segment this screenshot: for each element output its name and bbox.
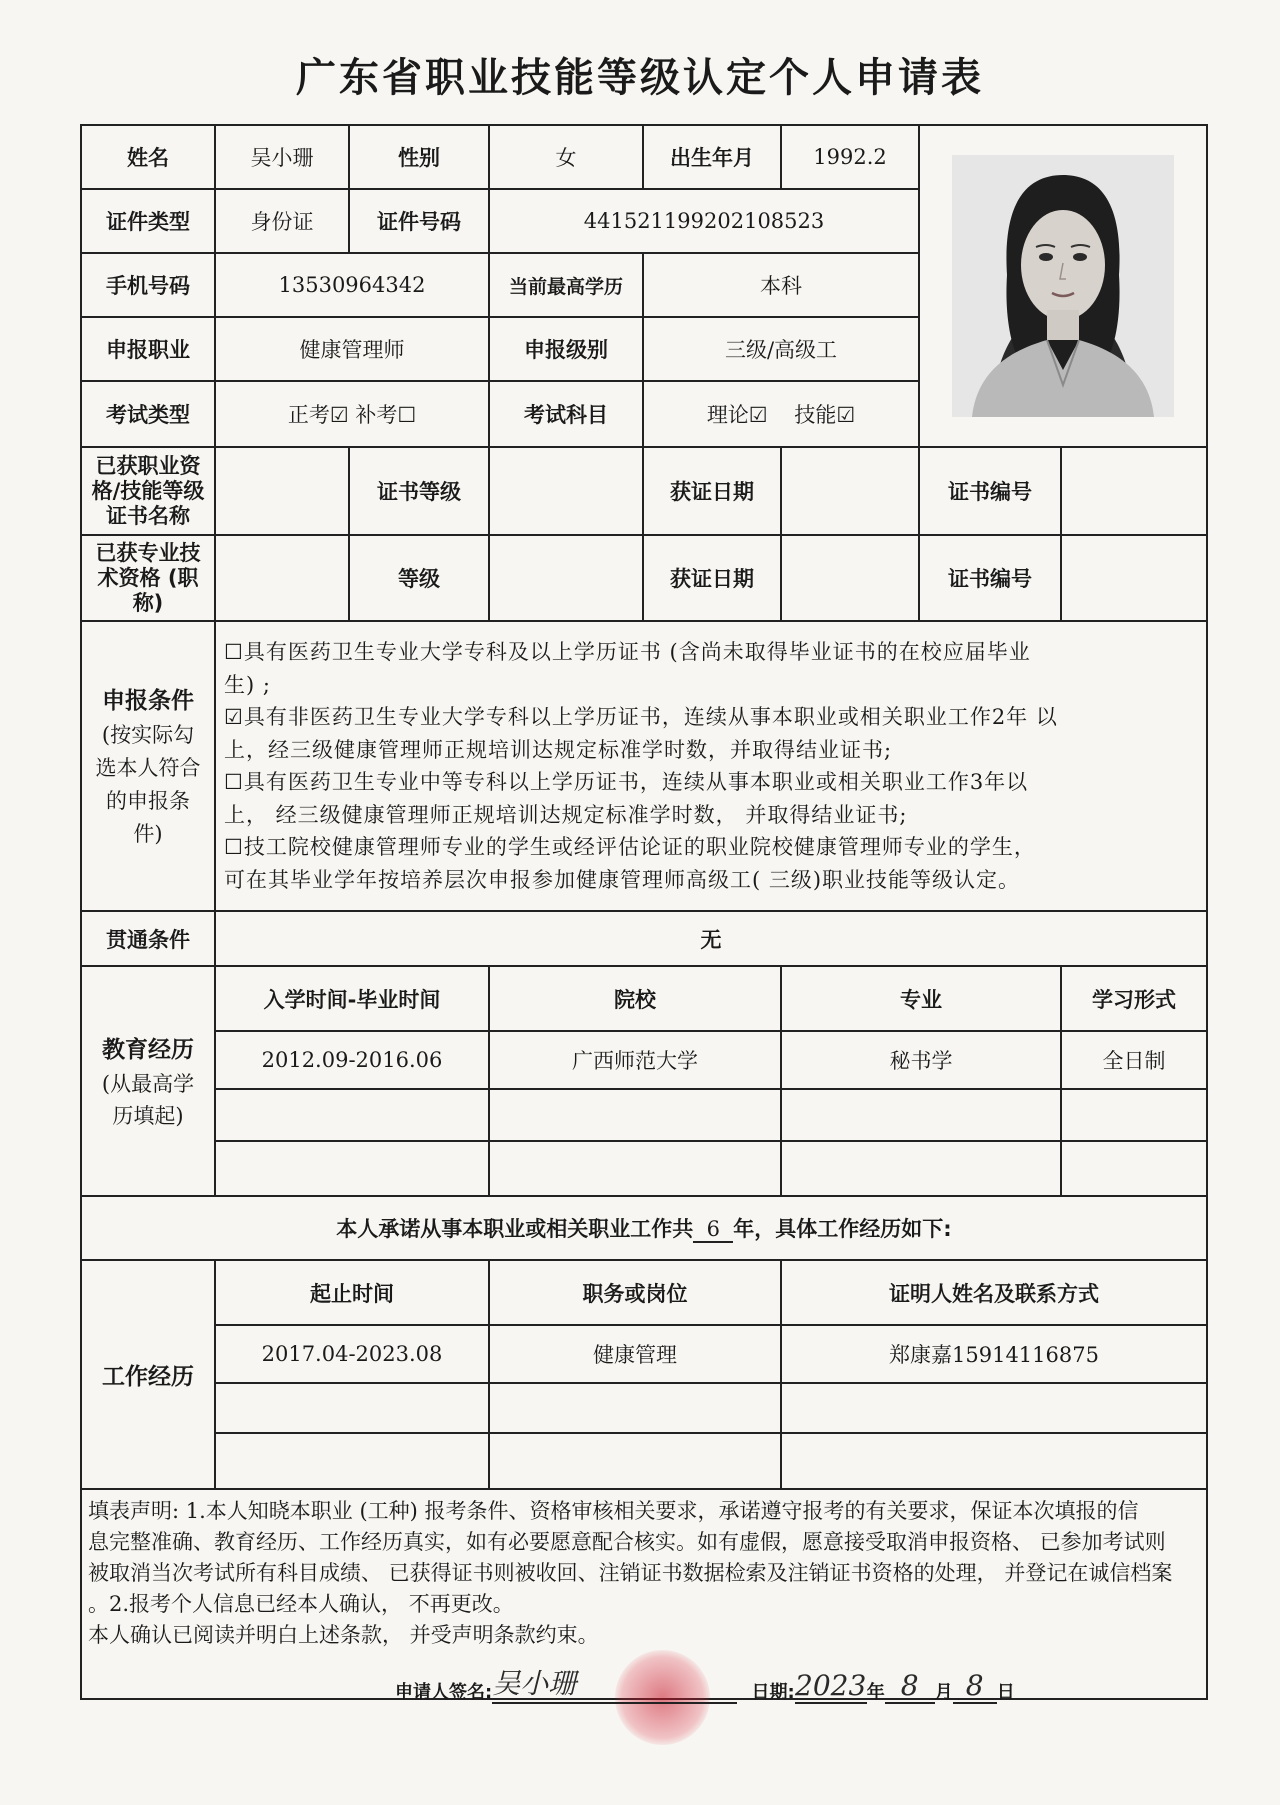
work-empty-cell (489, 1383, 781, 1433)
work-empty-cell (489, 1433, 781, 1489)
exam-type-value: 正考☑ 补考☐ (215, 381, 489, 447)
education-history-label: 教育经历 (102, 1036, 194, 1063)
phone-label: 手机号码 (81, 253, 215, 317)
condition-line: 生) ; (224, 672, 271, 697)
condition-line: ☐具有医药卫生专业中等专科以上学历证书，连续从事本职业或相关职业工作3年以 (224, 770, 1029, 794)
work-header-reference: 证明人姓名及联系方式 (781, 1260, 1207, 1325)
form-title: 广东省职业技能等级认定个人申请表 (296, 55, 984, 101)
row-conditions (81, 621, 1207, 911)
work-position-value: 健康管理 (489, 1325, 781, 1383)
edu-header-period: 入学时间-毕业时间 (215, 966, 489, 1031)
signature-line (395, 1662, 1015, 1704)
edu-header-major: 专业 (781, 966, 1061, 1031)
condition-line: ☐具有医药卫生专业大学专科及以上学历证书 (含尚未取得毕业证书的在校应届毕业 (224, 640, 1031, 664)
edu-empty-cell (1061, 1141, 1207, 1196)
table-row (81, 1433, 1207, 1489)
vocational-cert-label: 已获职业资 格/技能等级 证书名称 (81, 447, 215, 535)
condition-line: 可在其毕业学年按培养层次申报参加健康管理师高级工( 三级)职业技能等级认定。 (224, 867, 1021, 892)
id-number-label: 证件号码 (349, 189, 489, 253)
declaration-line: 。2.报考个人信息已经本人确认， 不再更改。 (88, 1592, 514, 1616)
level-value: 三级/高级工 (643, 317, 919, 381)
condition-line: 上，经三级健康管理师正规培训达规定标准学时数，并取得结业证书; (224, 737, 893, 762)
declaration-line: 息完整准确、教育经历、工作经历真实，如有必要愿意配合核实。如有虚假，愿意接受取消申报资格、 已参加考试则 (88, 1530, 1166, 1554)
edu-empty-cell (781, 1089, 1061, 1141)
exam-subject-label: 考试科目 (489, 381, 643, 447)
title-level-label: 等级 (349, 535, 489, 621)
conditions-label: 申报条件 (102, 687, 194, 714)
commitment-years: 6 (693, 1217, 733, 1243)
name-value: 吴小珊 (215, 125, 349, 189)
edu-empty-cell (489, 1141, 781, 1196)
work-reference-value: 郑康嘉15914116875 (781, 1325, 1207, 1383)
edu-empty-cell (489, 1089, 781, 1141)
application-form-table (80, 124, 1208, 1700)
work-history-label: 工作经历 (102, 1364, 194, 1390)
gender-label: 性别 (349, 125, 489, 189)
through-value: 无 (215, 911, 1207, 966)
photo-cell (919, 125, 1207, 447)
gender-value: 女 (489, 125, 643, 189)
work-label-cell (81, 1260, 215, 1489)
cert-level-label: 证书等级 (349, 447, 489, 535)
title-date-value (781, 535, 919, 621)
edu-school-value: 广西师范大学 (489, 1031, 781, 1089)
through-label: 贯通条件 (81, 911, 215, 966)
title-number-label: 证书编号 (919, 535, 1061, 621)
date-day-field (953, 1669, 997, 1704)
work-empty-cell (781, 1383, 1207, 1433)
edu-period-value: 2012.09-2016.06 (215, 1031, 489, 1089)
work-empty-cell (215, 1433, 489, 1489)
cert-date-label: 获证日期 (643, 447, 781, 535)
applicant-photo (952, 155, 1174, 417)
occupation-value: 健康管理师 (215, 317, 489, 381)
declaration-line: 填表声明: 1.本人知晓本职业 (工种) 报考条件、资格审核相关要求，承诺遵守报考的有关要求，保证本次填报的信 (88, 1499, 1139, 1523)
phone-value: 13530964342 (215, 253, 489, 317)
cert-date-value (781, 447, 919, 535)
education-header-row (81, 966, 1207, 1031)
conditions-hint: (按实际勾 选本人符合 的申报条 件) (95, 722, 201, 846)
exam-type-label: 考试类型 (81, 381, 215, 447)
birth-value: 1992.2 (781, 125, 919, 189)
declaration-line: 被取消当次考试所有科目成绩、 已获得证书则被收回、注销证书数据检索及注销证书资格的处理， 并登记在诚信档案 (88, 1561, 1173, 1585)
work-empty-cell (215, 1383, 489, 1433)
date-year-field (795, 1669, 867, 1704)
work-empty-cell (781, 1433, 1207, 1489)
edu-header-mode: 学习形式 (1061, 966, 1207, 1031)
conditions-label-cell (81, 621, 215, 911)
work-header-row (81, 1260, 1207, 1325)
commitment-text: 本人承诺从事本职业或相关职业工作共 6 年，具体工作经历如下: (81, 1196, 1207, 1260)
work-period-value: 2017.04-2023.08 (215, 1325, 489, 1383)
edu-mode-value: 全日制 (1061, 1031, 1207, 1089)
conditions-text (215, 621, 1207, 911)
education-label: 当前最高学历 (489, 253, 643, 317)
table-row (81, 1089, 1207, 1141)
signature-label: 申请人签名: (395, 1682, 493, 1703)
row-professional-title (81, 535, 1207, 621)
title-date-label: 获证日期 (643, 535, 781, 621)
table-row (81, 1141, 1207, 1196)
professional-title-label: 已获专业技 术资格 (职 称) (81, 535, 215, 621)
occupation-label: 申报职业 (81, 317, 215, 381)
level-label: 申报级别 (489, 317, 643, 381)
row-basic-info (81, 125, 1207, 189)
date-month: 8 (900, 1669, 919, 1702)
professional-title-value (215, 535, 349, 621)
id-type-label: 证件类型 (81, 189, 215, 253)
year-unit: 年 (866, 1682, 885, 1703)
signature-field (492, 1662, 737, 1704)
table-row (81, 1031, 1207, 1089)
date-month-field (885, 1669, 935, 1704)
name-label: 姓名 (81, 125, 215, 189)
condition-line: ☑具有非医药卫生专业大学专科以上学历证书，连续从事本职业或相关职业工作2年 以 (224, 705, 1058, 729)
edu-header-school: 院校 (489, 966, 781, 1031)
edu-major-value: 秘书学 (781, 1031, 1061, 1089)
work-header-period: 起止时间 (215, 1260, 489, 1325)
row-commitment (81, 1196, 1207, 1260)
condition-line: ☐技工院校健康管理师专业的学生或经评估论证的职业院校健康管理师专业的学生， (224, 835, 1036, 859)
education-value: 本科 (643, 253, 919, 317)
date-year: 2023 (795, 1669, 867, 1702)
row-vocational-cert (81, 447, 1207, 535)
vocational-cert-name-value (215, 447, 349, 535)
condition-line: 上， 经三级健康管理师正规培训达规定标准学时数， 并取得结业证书; (224, 802, 908, 827)
table-row (81, 1383, 1207, 1433)
edu-empty-cell (781, 1141, 1061, 1196)
edu-empty-cell (1061, 1089, 1207, 1141)
cert-level-value (489, 447, 643, 535)
cert-number-label: 证书编号 (919, 447, 1061, 535)
date-label: 日期: (751, 1682, 795, 1703)
edu-empty-cell (215, 1141, 489, 1196)
portrait-image (952, 155, 1174, 417)
id-number-value: 441521199202108523 (489, 189, 919, 253)
work-header-position: 职务或岗位 (489, 1260, 781, 1325)
title-level-value (489, 535, 643, 621)
title-number-value (1061, 535, 1207, 621)
row-through-condition (81, 911, 1207, 966)
exam-subject-value: 理论☑ 技能☑ (643, 381, 919, 447)
month-unit: 月 (934, 1682, 953, 1703)
date-day: 8 (965, 1669, 984, 1702)
birth-label: 出生年月 (643, 125, 781, 189)
id-type-value: 身份证 (215, 189, 349, 253)
cert-number-value (1061, 447, 1207, 535)
edu-empty-cell (215, 1089, 489, 1141)
day-unit: 日 (996, 1682, 1015, 1703)
declaration-line: 本人确认已阅读并明白上述条款， 并受声明条款约束。 (88, 1623, 599, 1647)
handwritten-signature: 吴小珊 (492, 1667, 577, 1700)
education-label-cell (81, 966, 215, 1196)
education-history-hint: (从最高学 历填起) (101, 1071, 195, 1128)
table-row (81, 1325, 1207, 1383)
